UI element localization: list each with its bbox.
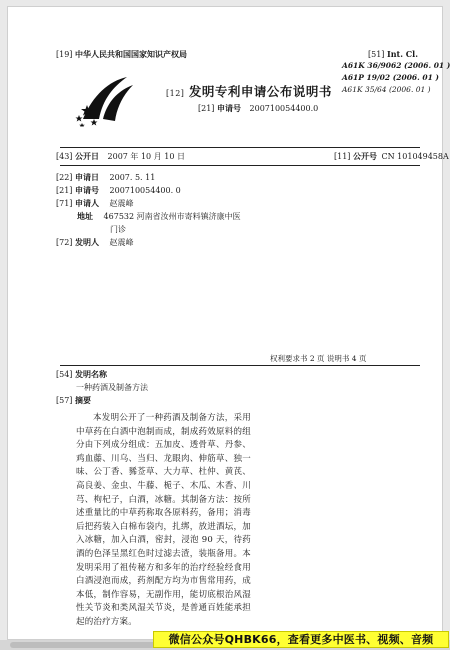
ipc-line: A61P 19/02 (2006. 01 ) [342,73,439,82]
inventor: [72] 发明人 赵震峰 [56,237,134,247]
ipc-line: A61K 35/64 (2006. 01 ) [342,85,431,94]
ipc-line: A61K 36/9062 (2006. 01 ) [342,61,450,70]
doc-title: [12] 发明专利申请公布说明书 [166,84,332,99]
divider [60,147,420,148]
abstract-heading: [57] 摘要 [56,395,91,405]
address: 地址 467532 河南省汝州市寄料镇济康中医 [77,211,241,221]
sipo-logo-icon [73,75,141,127]
pub-date: [43] 公开日 2007 年 10 月 10 日 [56,151,185,161]
patent-page [7,6,450,640]
pages-note: 权利要求书 2 页 说明书 4 页 [270,354,367,363]
divider [60,365,420,366]
issuer-line: [19] 中华人民共和国国家知识产权局 [56,49,187,59]
abstract-text: 本发明公开了一种药酒及制备方法，采用中草药在白酒中泡制而成，制成药效原料的组分由下列成分组成：五加皮、透骨草、丹参、鸡血藤、川乌、当归、龙眼肉、伸筋草、独一味、公丁香、豨莶草、大力草、杜仲、黄芪、高良姜、金虫、牛藤、栀子、木瓜、木香、川芎、枸杞子，白酒，冰糖。其制备方法：按所述重量比的中草药称取各原料药，备用；消毒后把药装入白棉布袋内，扎绑，放进酒坛，加入冰糖，加入白酒，密封，浸泡 90 天，待药酒的色泽呈黑红色时过滤去渣，装瓶备用。本发明采用了祖传秘方和多年的治疗经验经食用白酒浸泡而成，药剂配方均为市售常用药，成本低，制作容易，无副作用，能切底根治风湿性关节炎和类风湿关节炎，是普通百姓能承担起的治疗方案。 [76,413,251,627]
filing-date: [22] 申请日 2007. 5. 11 [56,172,156,182]
divider [60,165,420,166]
address-line2: 门诊 [110,225,126,234]
application-number: [21] 申请号 200710054400. 0 [56,185,181,195]
invention-name-heading: [54] 发明名称 [56,369,107,379]
header-appno: [21] 申请号 200710054400.0 [198,103,319,113]
invention-name: 一种药酒及制备方法 [76,383,148,392]
ipc-heading: [51] Int. Cl. [368,49,418,59]
wechat-banner: 微信公众号QHBK66，查看更多中医书、视频、音频 [153,631,449,648]
applicant: [71] 申请人 赵震峰 [56,198,134,208]
pub-number: [11] 公开号 CN 101049458A [334,151,449,161]
